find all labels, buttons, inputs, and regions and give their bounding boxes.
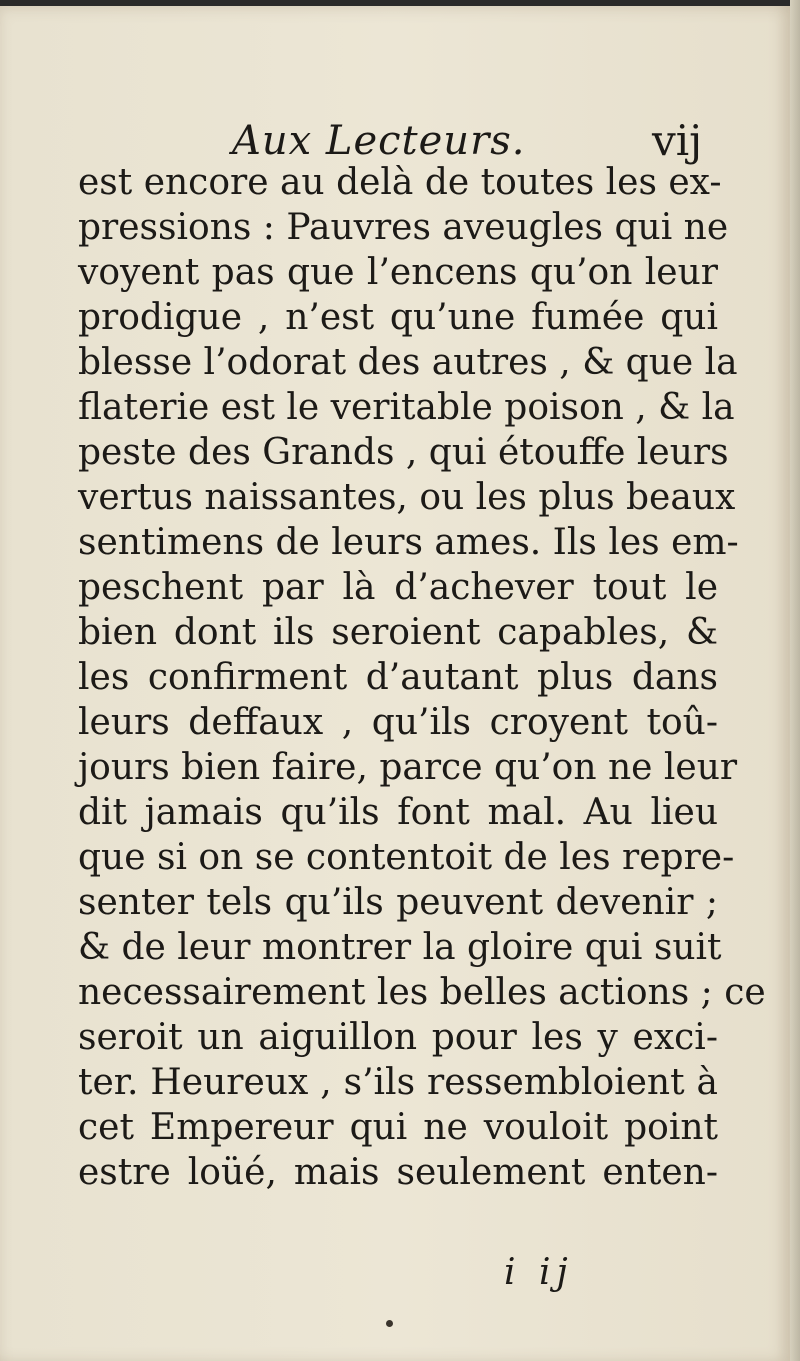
text-line: blesse l’odorat des autres , & que la	[78, 342, 738, 383]
text-line: cet Empereur qui ne vouloit point	[78, 1107, 718, 1148]
page-number: vij	[652, 116, 703, 165]
text-line: flaterie est le veritable poison , & la	[78, 387, 735, 428]
text-line: bien dont ils seroient capables, &	[78, 612, 718, 653]
text-line: & de leur montrer la gloire qui suit	[78, 927, 722, 968]
text-line: est encore au delà de toutes les ex-	[78, 162, 722, 203]
text-line: voyent pas que l’encens qu’on leur	[78, 252, 718, 293]
body-text	[78, 160, 766, 1195]
text-line: ter. Heureux , s’ils ressembloient à	[78, 1062, 718, 1103]
text-line: senter tels qu’ils peuvent devenir ;	[78, 882, 718, 923]
text-line: estre loüé, mais seulement enten-	[78, 1152, 718, 1193]
ink-dot	[386, 1320, 393, 1327]
text-line: peste des Grands , qui étouffe leurs	[78, 432, 729, 473]
text-line: jours bien faire, parce qu’on ne leur	[78, 747, 738, 788]
running-title: Aux Lecteurs.	[232, 118, 526, 164]
text-line: leurs deffaux , qu’ils croyent toû-	[78, 702, 718, 743]
text-line: pressions : Pauvres aveugles qui ne	[78, 207, 729, 248]
text-line: prodigue , n’est qu’une fumée qui	[78, 297, 718, 338]
text-line: vertus naissantes, ou les plus beaux	[78, 477, 736, 518]
text-line: sentimens de leurs ames. Ils les em-	[78, 522, 739, 563]
page-right-edge	[790, 0, 800, 1361]
text-line: seroit un aiguillon pour les y exci-	[78, 1017, 718, 1058]
text-line: dit jamais qu’ils font mal. Au lieu	[78, 792, 718, 833]
text-line: les confirment d’autant plus dans	[78, 657, 718, 698]
text-line: necessairement les belles actions ; ce	[78, 972, 766, 1013]
page-top-edge	[0, 0, 800, 6]
text-line: que si on se contentoit de les repre-	[78, 837, 735, 878]
signature-mark: i ij	[504, 1252, 574, 1293]
text-line: peschent par là d’achever tout le	[78, 567, 718, 608]
